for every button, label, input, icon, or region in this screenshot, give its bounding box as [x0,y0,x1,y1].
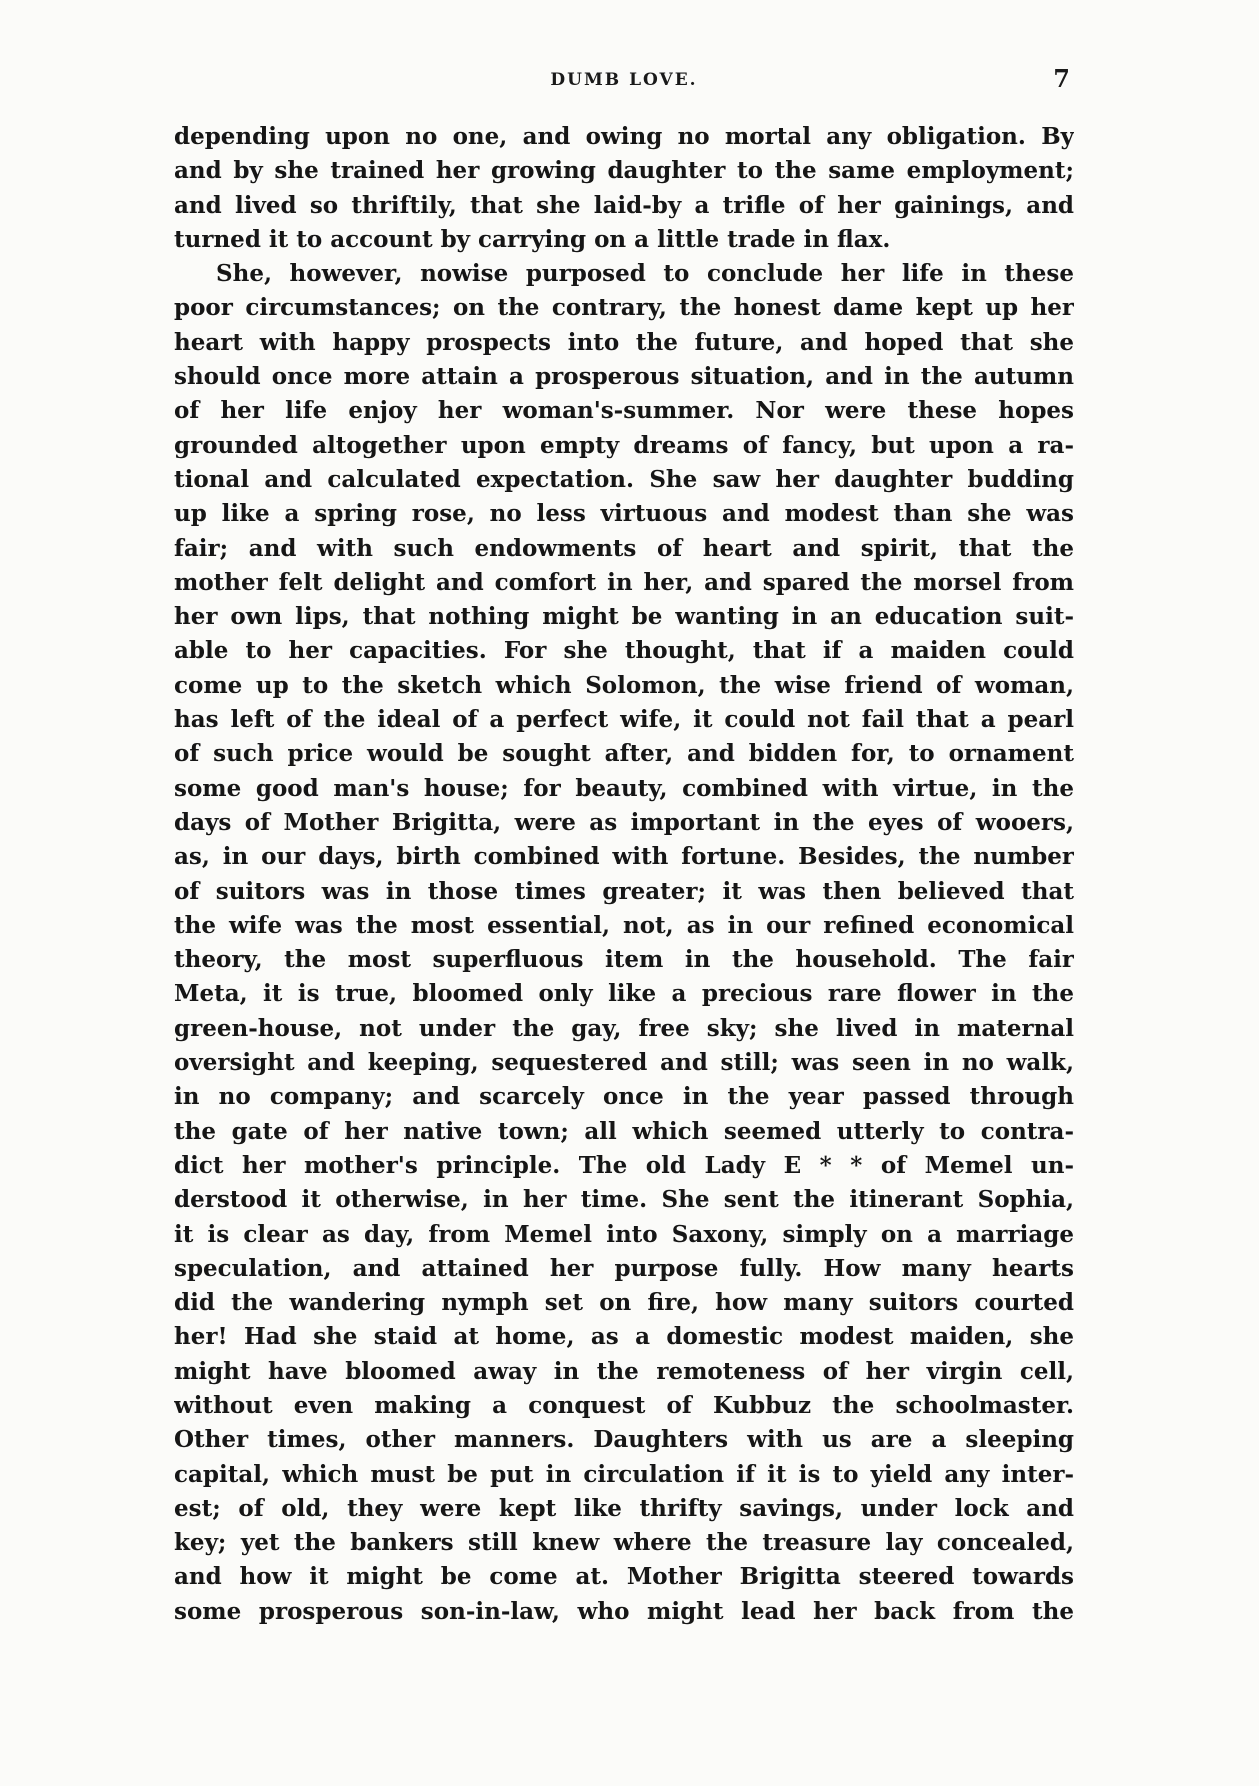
text-line: of such price would be sought after, and bidden for, to ornament [174,740,1074,768]
text-line: of her life enjoy her woman's-summer. Nor were these hopes [174,397,1074,425]
text-line: as, in our days, birth combined with fortune. Besides, the number [174,843,1074,871]
running-header [174,64,1074,94]
text-line: turned it to account by carrying on a little trade in flax. [174,225,891,253]
text-line: of suitors was in those times greater; it was then believed that [174,877,1074,905]
text-line: speculation, and attained her purpose fully. How many hearts [174,1254,1074,1282]
text-line: should once more attain a prosperous situation, and in the autumn [174,363,1074,391]
text-line: her! Had she staid at home, as a domestic modest maiden, she [174,1323,1074,1351]
text-line: depending upon no one, and owing no mortal any obligation. By [174,123,1074,150]
body-text [174,120,1074,1629]
text-line: dict her mother's principle. The old Lady E * * of Memel un- [174,1151,1074,1179]
text-line: green-house, not under the gay, free sky; she lived in maternal [174,1014,1074,1042]
text-line: capital, which must be put in circulation if it is to yield any inter- [174,1460,1074,1488]
running-title: DUMB LOVE. [550,70,698,90]
text-line: has left of the ideal of a perfect wife, it could not fail that a pearl [174,706,1074,734]
text-line: up like a spring rose, no less virtuous and modest than she was [174,500,1074,528]
text-line: theory, the most superfluous item in the household. The fair [174,946,1074,974]
text-line: some prosperous son-in-law, who might lead her back from the [174,1597,1074,1625]
text-line: come up to the sketch which Solomon, the wise friend of woman, [174,671,1074,699]
text-line: able to her capacities. For she thought, that if a maiden could [174,637,1074,665]
text-line: key; yet the bankers still knew where the treasure lay concealed, [174,1529,1074,1557]
text-line: She, however, nowise purposed to conclude her life in these [216,260,1074,288]
text-line: days of Mother Brigitta, were as important in the eyes of wooers, [174,808,1074,836]
text-line: the wife was the most essential, not, as in our refined economical [174,911,1074,939]
text-line: derstood it otherwise, in her time. She sent the itinerant Sophia, [174,1186,1074,1214]
text-line: some good man's house; for beauty, combined with virtue, in the [174,774,1074,802]
text-line: poor circumstances; on the contrary, the honest dame kept up her [174,294,1074,322]
text-line: without even making a conquest of Kubbuz the schoolmaster. [174,1391,1074,1419]
text-line: and how it might be come at. Mother Brigitta steered towards [174,1563,1074,1591]
text-line: grounded altogether upon empty dreams of fancy, but upon a ra- [174,431,1074,459]
text-line: Meta, it is true, bloomed only like a precious rare flower in the [174,980,1074,1008]
text-line: Other times, other manners. Daughters with us are a sleeping [174,1426,1074,1454]
text-line: est; of old, they were kept like thrifty savings, under lock and [174,1494,1074,1522]
text-line: fair; and with such endowments of heart and spirit, that the [174,534,1074,562]
text-line: mother felt delight and comfort in her, and spared the morsel from [174,568,1074,596]
page-number: 7 [1053,64,1070,93]
text-line: it is clear as day, from Memel into Saxony, simply on a marriage [174,1220,1074,1248]
text-line: oversight and keeping, sequestered and still; was seen in no walk, [174,1049,1074,1077]
text-line: might have bloomed away in the remoteness of her virgin cell, [174,1357,1074,1385]
text-line: and by she trained her growing daughter to the same employment; [174,157,1074,185]
text-line: heart with happy prospects into the future, and hoped that she [174,328,1074,356]
text-line: and lived so thriftily, that she laid-by a trifle of her gainings, and [174,191,1074,219]
text-line: did the wandering nymph set on fire, how many suitors courted [174,1289,1074,1317]
text-line: tional and calculated expectation. She saw her daughter budding [174,465,1074,493]
text-line: in no company; and scarcely once in the year passed through [174,1083,1074,1111]
text-line: the gate of her native town; all which seemed utterly to contra- [174,1117,1074,1145]
text-line: her own lips, that nothing might be wanting in an education suit- [174,603,1074,631]
